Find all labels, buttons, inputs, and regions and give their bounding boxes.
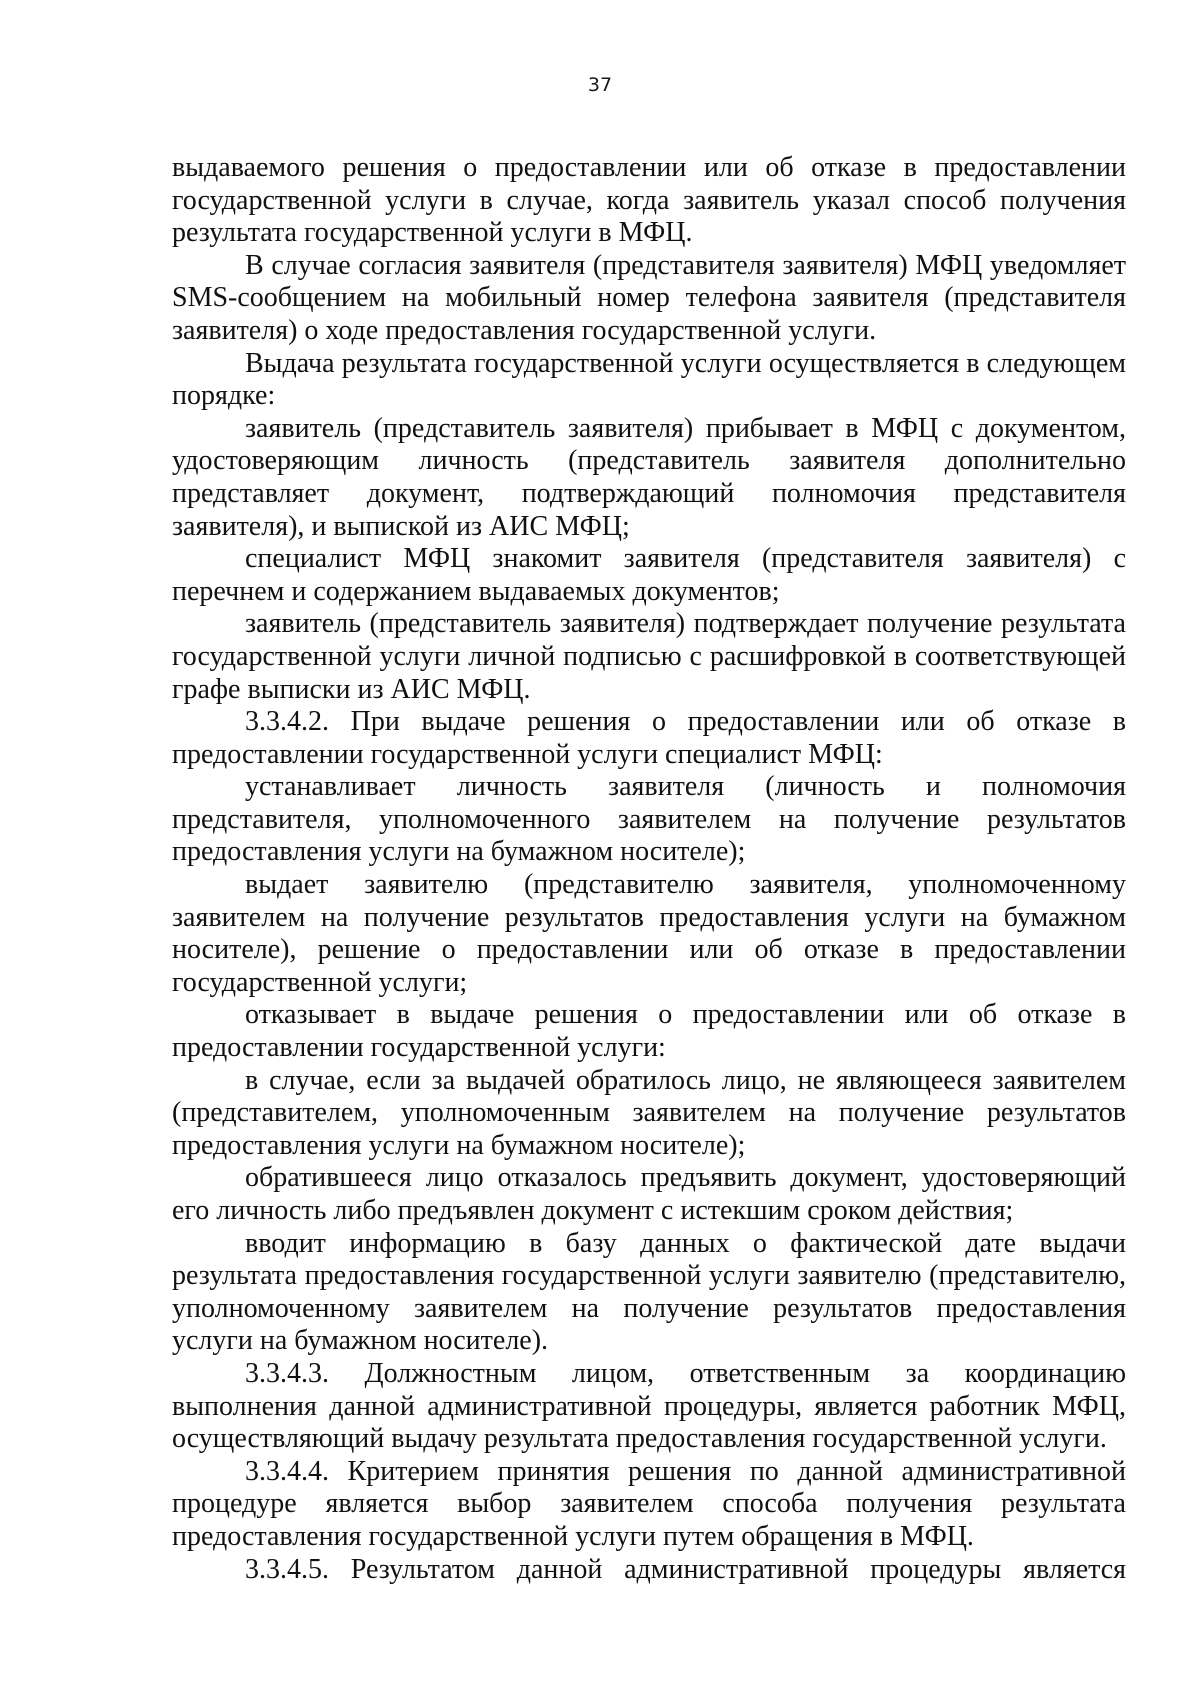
paragraph: вводит информацию в базу данных о фактической дате выдачи результата предоставления государственной услуги заявителю (представителю, уполномоченному заявителем на получение результатов предоставления услуги на бумажном носителе). [172,1227,1126,1357]
paragraph: заявитель (представитель заявителя) прибывает в МФЦ с документом, удостоверяющим личность (представитель заявителя дополнительно представляет документ, подтверждающий полномочия представителя заявителя), и выпиской из АИС МФЦ; [172,412,1126,542]
paragraph: выдаваемого решения о предоставлении или об отказе в предоставлении государственной услуги в случае, когда заявитель указал способ получения результата государственной услуги в МФЦ. [172,152,1126,249]
paragraph: выдает заявителю (представителю заявителя, уполномоченному заявителем на получение результатов предоставления услуги на бумажном носителе), решение о предоставлении или об отказе в предоставлении государственной услуги; [172,869,1126,998]
paragraph: специалист МФЦ знакомит заявителя (представителя заявителя) с перечнем и содержанием выдаваемых документов; [172,543,1126,607]
paragraph: 3.3.4.4. Критерием принятия решения по данной административной процедуре является выбор заявителем способа получения результата предоставления государственной услуги путем обращения в МФЦ. [172,1455,1126,1552]
paragraph: устанавливает личность заявителя (личность и полномочия представителя, уполномоченного заявителем на получение результатов предоставления услуги на бумажном носителе); [172,771,1126,868]
page-number: 37 [587,74,613,96]
paragraph: 3.3.4.5. Результатом данной административной процедуры является [245,1553,1126,1585]
paragraph: отказывает в выдаче решения о предоставлении или об отказе в предоставлении государственной услуги: [172,999,1126,1064]
paragraph: В случае согласия заявителя (представителя заявителя) МФЦ уведомляет SMS-сообщением на мобильный номер телефона заявителя (представителя заявителя) о ходе предоставления государственной услуги. [172,249,1126,346]
paragraph: Выдача результата государственной услуги осуществляется в следующем порядке: [172,347,1126,412]
paragraph: в случае, если за выдачей обратилось лицо, не являющееся заявителем (представителем, уполномоченным заявителем на получение результатов предоставления услуги на бумажном носителе); [172,1064,1126,1161]
paragraph: 3.3.4.3. Должностным лицом, ответственным за координацию выполнения данной административной процедуры, является работник МФЦ, осуществляющий выдачу результата предоставления государственной услуги. [172,1357,1126,1455]
paragraph: обратившееся лицо отказалось предъявить документ, удостоверяющий его личность либо предъявлен документ с истекшим сроком действия; [172,1162,1126,1226]
paragraph: 3.3.4.2. При выдаче решения о предоставлении или об отказе в предоставлении государственной услуги специалист МФЦ: [172,706,1126,770]
paragraph: заявитель (представитель заявителя) подтверждает получение результата государственной услуги личной подписью с расшифровкой в соответствующей графе выписки из АИС МФЦ. [172,608,1126,705]
document-body [172,152,1126,1586]
